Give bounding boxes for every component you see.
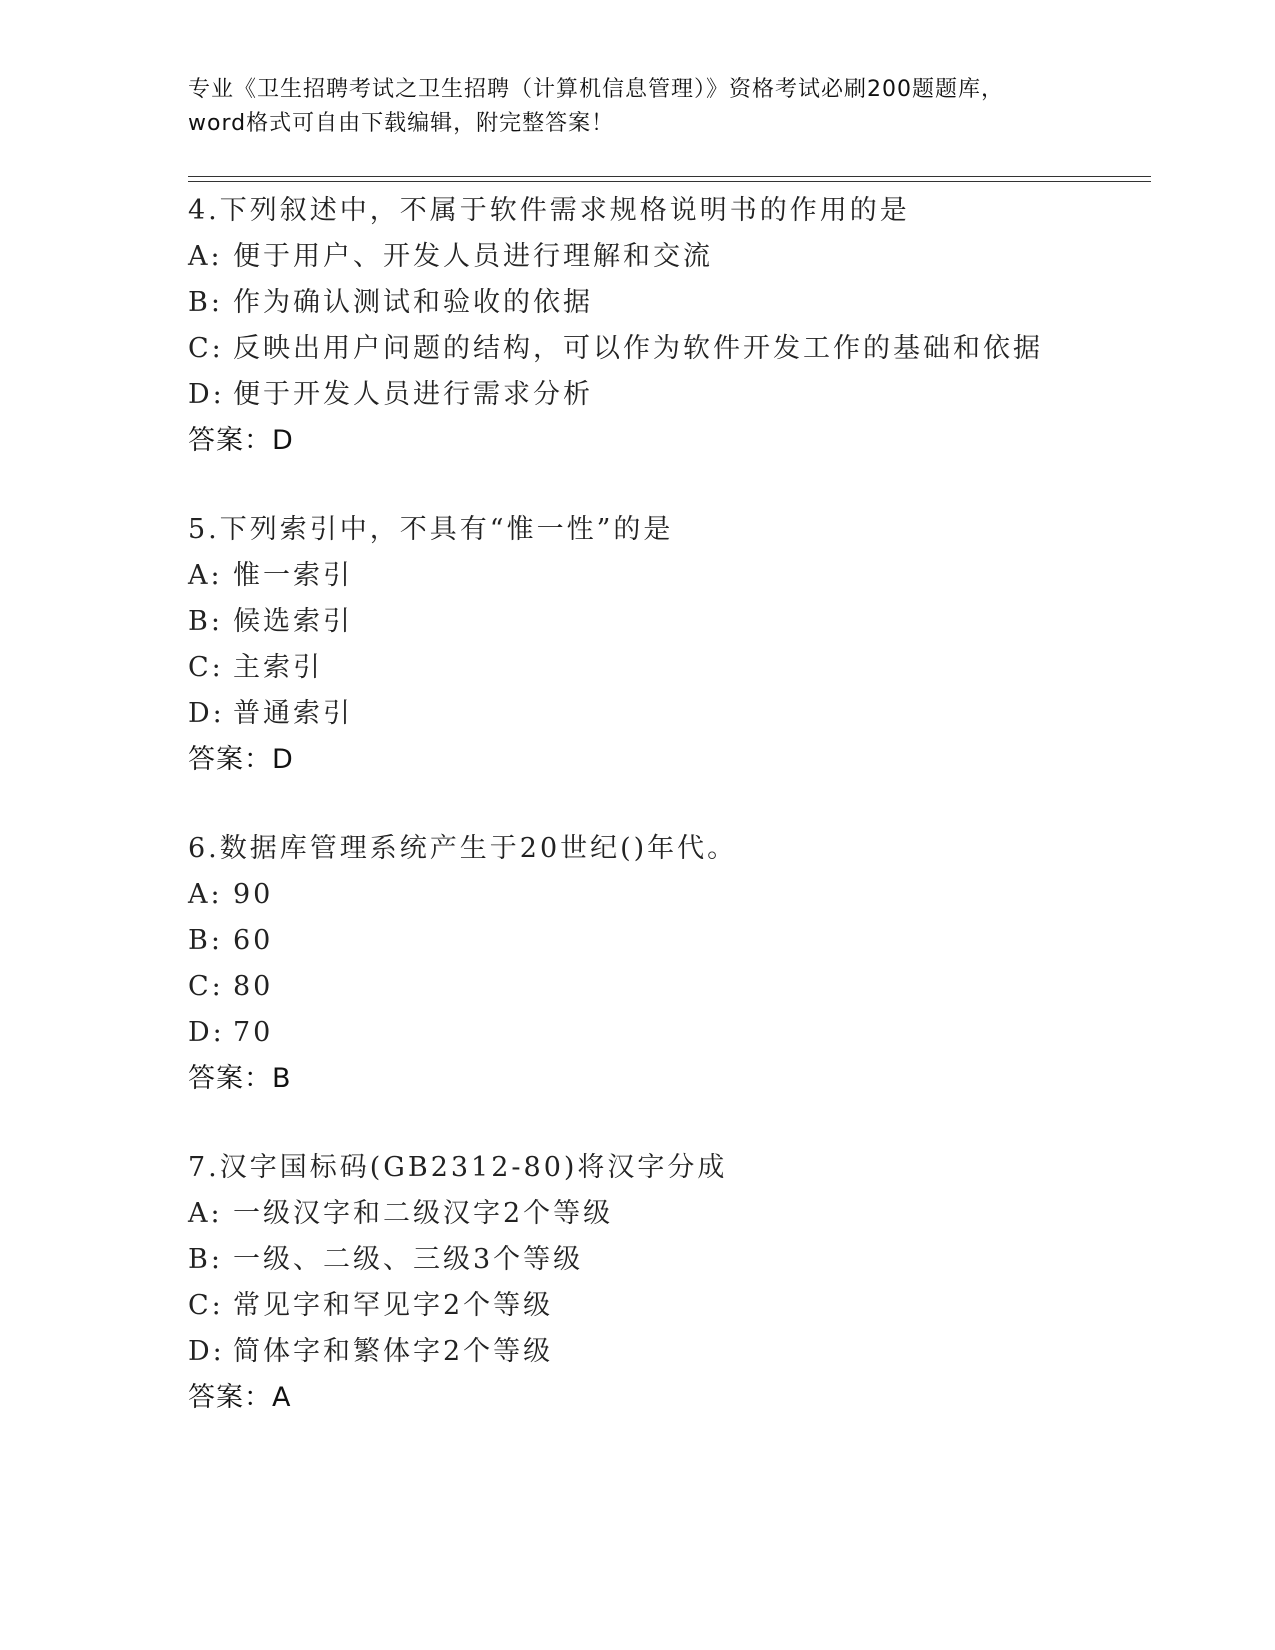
option-text: 70: [233, 1017, 274, 1048]
document-header: [188, 73, 1108, 141]
option-key: D:: [188, 379, 225, 410]
option-text: 一级、二级、三级3个等级: [233, 1244, 584, 1275]
option-c: [188, 326, 1148, 372]
option-key: C:: [188, 971, 224, 1002]
option-text: 一级汉字和二级汉字2个等级: [233, 1198, 614, 1229]
option-key: C:: [188, 333, 224, 364]
option-key: A:: [188, 879, 223, 910]
header-title-line-2: word格式可自由下载编辑，附完整答案！: [188, 111, 615, 136]
question-block: [188, 826, 1148, 1102]
option-d: [188, 1010, 1148, 1056]
option-text: 惟一索引: [233, 560, 353, 591]
option-d: [188, 372, 1148, 418]
answer-line: 答案：A: [188, 1382, 292, 1413]
option-key: B:: [188, 287, 223, 318]
header-divider-bottom: [188, 181, 1151, 182]
header-title-line-1: 专业《卫生招聘考试之卫生招聘（计算机信息管理）》资格考试必刷200题题库，: [188, 77, 1004, 102]
question-stem: 5.下列索引中，不具有“惟一性”的是: [188, 514, 674, 545]
option-text: 便于开发人员进行需求分析: [233, 379, 593, 410]
option-text: 常见字和罕见字2个等级: [233, 1290, 554, 1321]
option-text: 普通索引: [233, 698, 353, 729]
question-block: [188, 507, 1148, 783]
question-block: [188, 1145, 1148, 1421]
option-b: [188, 918, 1148, 964]
option-c: [188, 1283, 1148, 1329]
option-text: 主索引: [233, 652, 323, 683]
option-text: 60: [233, 925, 274, 956]
question-block: [188, 188, 1148, 464]
option-a: [188, 234, 1148, 280]
header-divider-top: [188, 176, 1151, 177]
option-c: [188, 964, 1148, 1010]
option-a: [188, 553, 1148, 599]
option-key: B:: [188, 1244, 223, 1275]
option-b: [188, 599, 1148, 645]
option-key: A:: [188, 560, 223, 591]
option-text: 90: [233, 879, 274, 910]
option-key: D:: [188, 698, 225, 729]
option-c: [188, 645, 1148, 691]
answer-line: 答案：D: [188, 425, 294, 456]
question-stem: 6.数据库管理系统产生于20世纪()年代。: [188, 833, 738, 864]
question-stem: 7.汉字国标码(GB2312-80)将汉字分成: [188, 1152, 728, 1183]
option-key: C:: [188, 652, 224, 683]
option-text: 反映出用户问题的结构，可以作为软件开发工作的基础和依据: [233, 333, 1043, 364]
option-text: 便于用户、开发人员进行理解和交流: [233, 241, 713, 272]
option-key: A:: [188, 1198, 223, 1229]
option-key: C:: [188, 1290, 224, 1321]
option-key: D:: [188, 1336, 225, 1367]
option-d: [188, 691, 1148, 737]
option-key: D:: [188, 1017, 225, 1048]
option-text: 作为确认测试和验收的依据: [233, 287, 593, 318]
option-key: A:: [188, 241, 223, 272]
option-key: B:: [188, 606, 223, 637]
option-b: [188, 1237, 1148, 1283]
question-stem: 4.下列叙述中，不属于软件需求规格说明书的作用的是: [188, 195, 910, 226]
option-d: [188, 1329, 1148, 1375]
option-a: [188, 872, 1148, 918]
option-key: B:: [188, 925, 223, 956]
option-text: 候选索引: [233, 606, 353, 637]
option-b: [188, 280, 1148, 326]
answer-line: 答案：B: [188, 1063, 292, 1094]
option-text: 80: [233, 971, 274, 1002]
answer-line: 答案：D: [188, 744, 294, 775]
option-a: [188, 1191, 1148, 1237]
option-text: 简体字和繁体字2个等级: [233, 1336, 554, 1367]
